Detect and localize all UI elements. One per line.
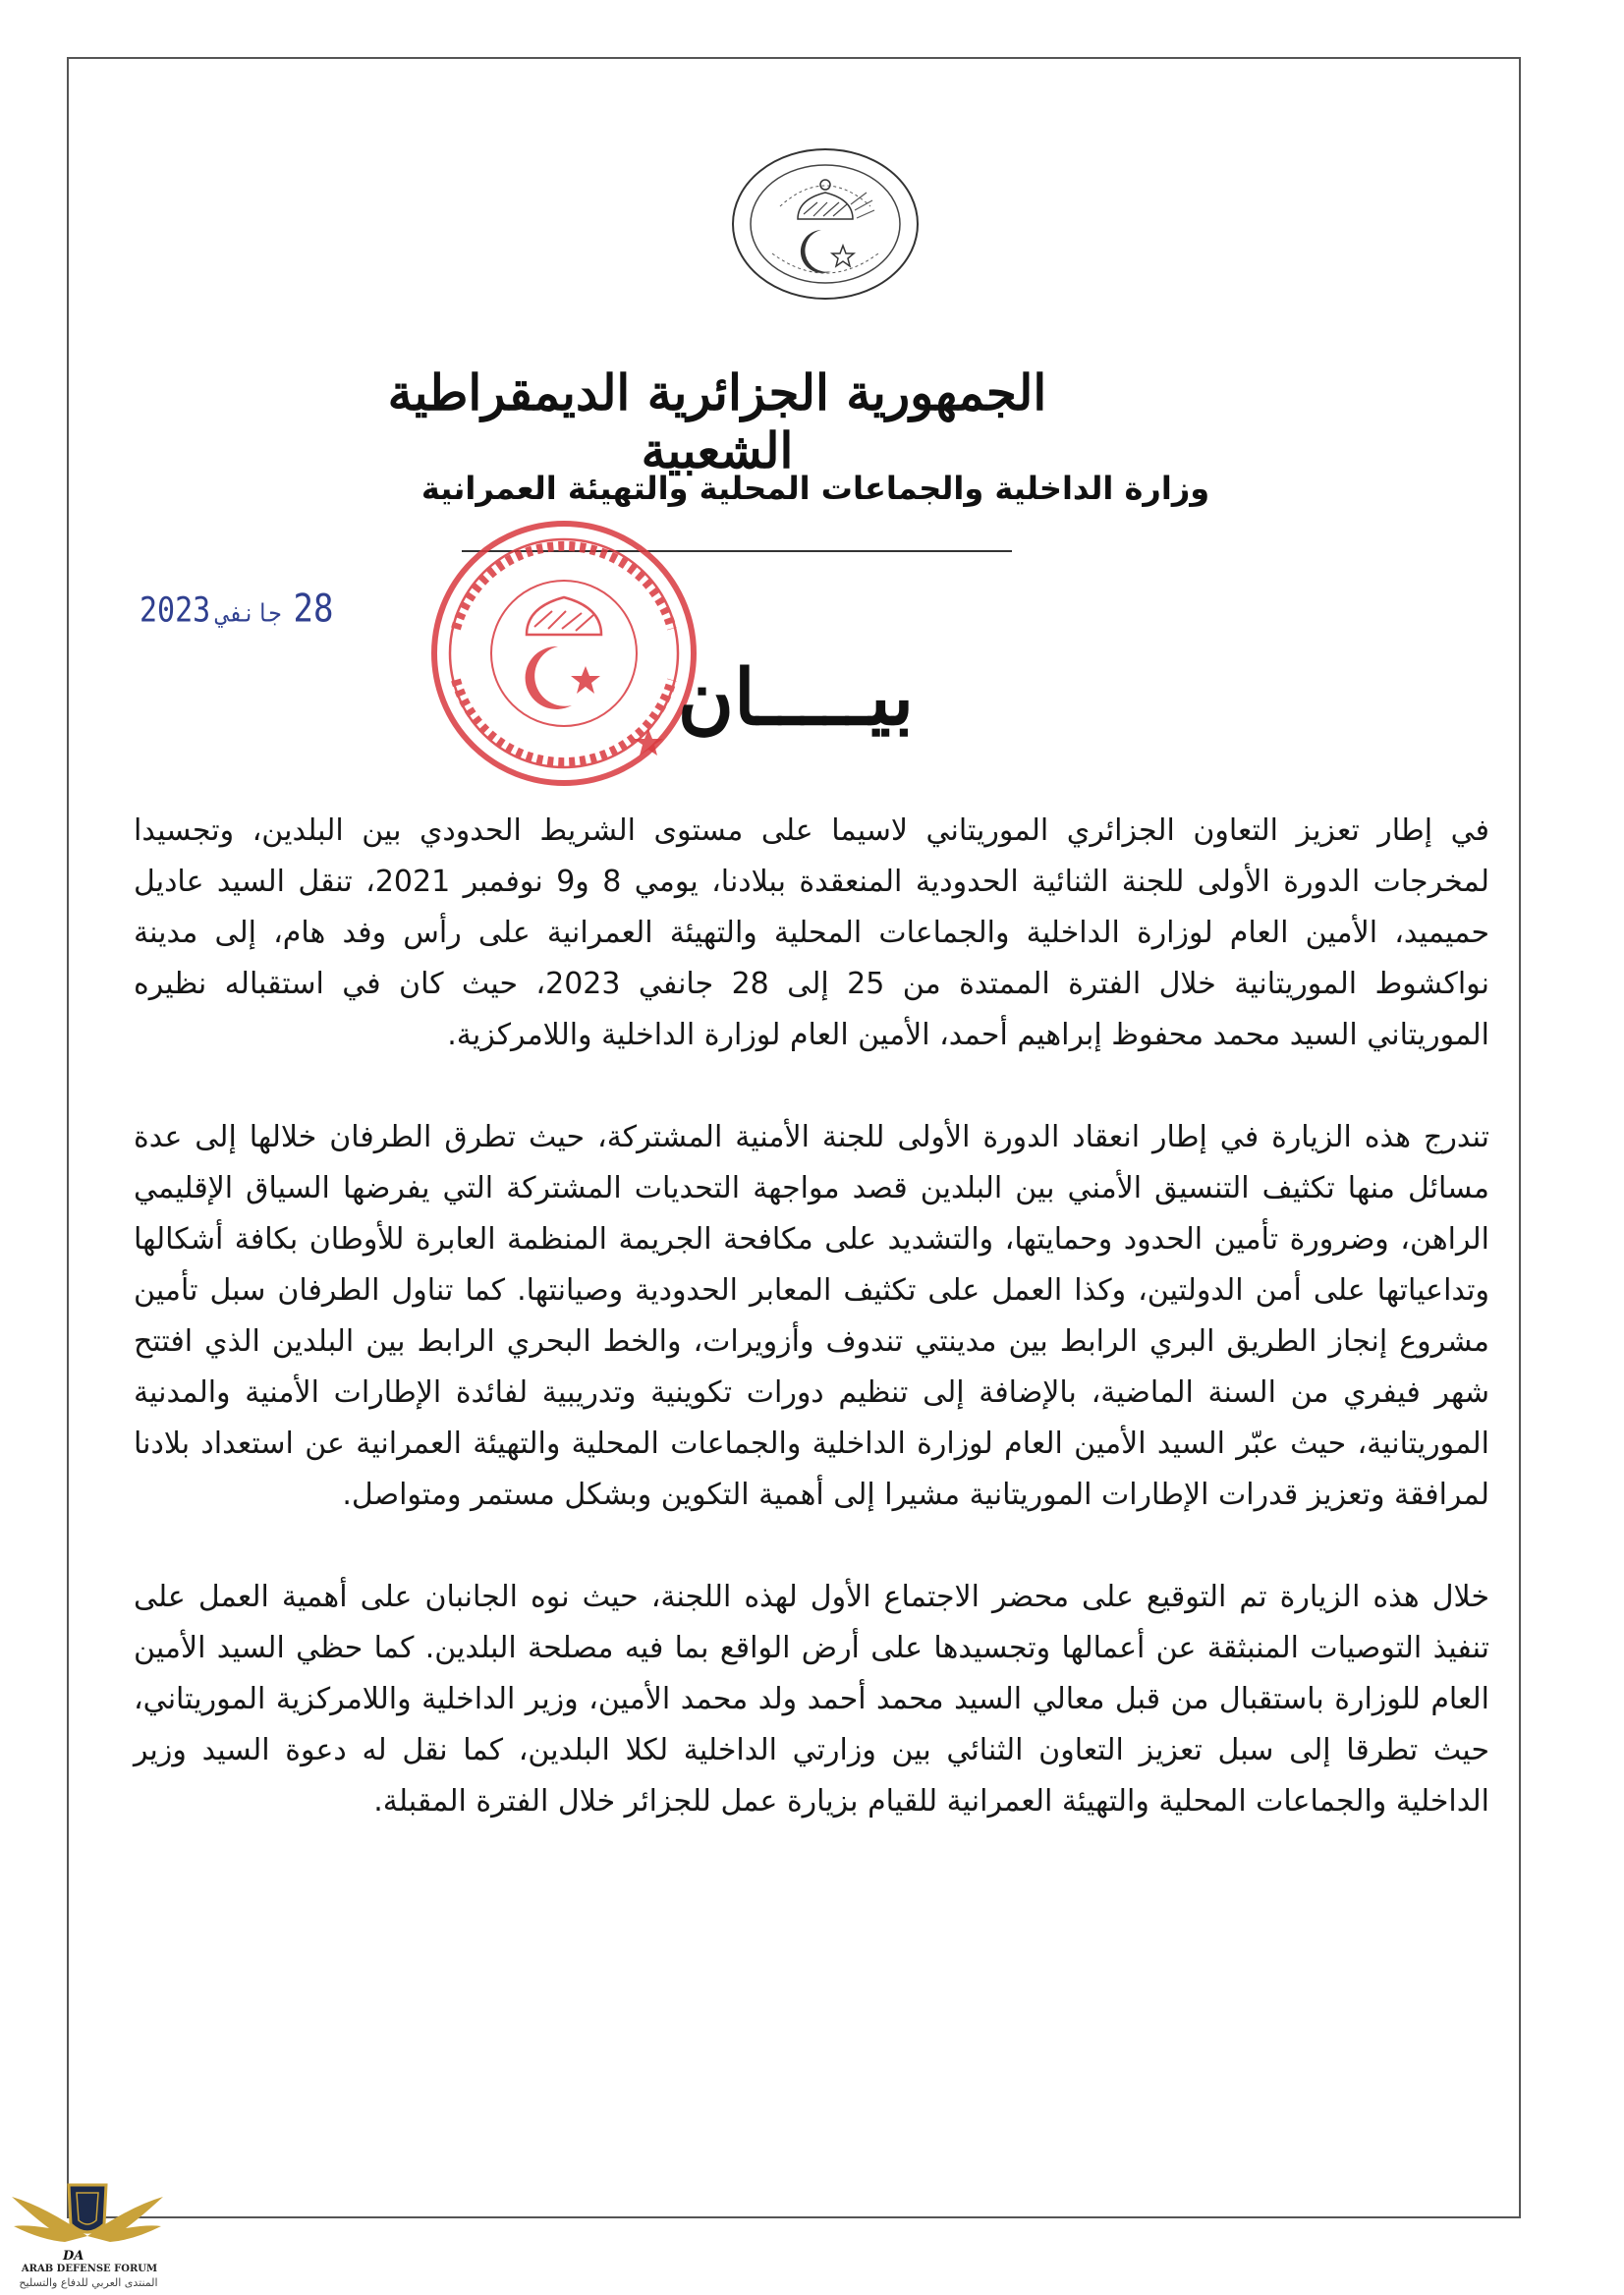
date-month: جانفي (216, 599, 282, 629)
paragraph-3: خلال هذه الزيارة تم التوقيع على محضر الاجتماع الأول لهذه اللجنة، حيث نوه الجانبان على أهمية العمل على تنفيذ التوصيات المنبثقة عن أعمالها وتجسيدها على أرض الواقع بما فيه مصلحة البلدين. كما حظي السيد الأمين العام للوزارة باستقبال من قبل معالي السيد محمد أحمد ولد محمد الأمين، وزير الداخلية واللامركزية الموريتاني، حيث تطرقا إلى سبل تعزيز التعاون الثنائي بين وزارتي الداخلية لكلا البلدين، كما نقل له دعوة السيد وزير الداخلية والجماعات المحلية والتهيئة العمرانية للقيام بزيارة عمل للجزائر خلال الفترة المقبلة. (134, 1580, 1489, 1819)
date-day: 28 (293, 587, 334, 632)
paragraph-1: في إطار تعزيز التعاون الجزائري الموريتاني لاسيما على مستوى الشريط الحدودي بين البلدين، وتجسيدا لمخرجات الدورة الأولى للجنة الثنائية الحدودية المنعقدة ببلادنا، يومي 8 و9 نوفمبر 2021، تنقل السيد عاديل حميميد، الأمين العام لوزارة الداخلية والجماعات المحلية والتهيئة العمرانية على رأس وفد هام، إلى مدينة نواكشوط الموريتانية خلال الفترة الممتدة من 25 إلى 28 جانفي 2023، حيث كان في استقباله نظيره الموريتاني السيد محمد محفوظ إبراهيم أحمد، الأمين العام لوزارة الداخلية واللامركزية. (134, 813, 1490, 1052)
republic-title: الجمهورية الجزائرية الديمقراطية الشعبية (387, 364, 1047, 479)
logo-abbreviation: DA (63, 2249, 84, 2264)
date-year: 2023 (140, 590, 211, 631)
statement-title: بيـــــان (677, 653, 915, 743)
logo-forum-name-arabic: المنتدى العربي للدفاع والتسليح (19, 2276, 158, 2289)
date-stamp (140, 587, 333, 632)
ministry-name: وزارة الداخلية والجماعات المحلية والتهيئة العمرانية (420, 470, 1210, 507)
algeria-emblem-icon (729, 145, 922, 303)
statement-body (134, 806, 1489, 1878)
logo-forum-name: ARAB DEFENSE FORUM (21, 2264, 158, 2274)
paragraph-2: تندرج هذه الزيارة في إطار انعقاد الدورة الأولى للجنة الأمنية المشتركة، حيث تطرق الطرفان خلالها إلى عدة مسائل منها تكثيف التنسيق الأمني بين البلدين قصد مواجهة التحديات المشتركة التي يفرضها السياق الإقليمي الراهن، وضرورة تأمين الحدود وحمايتها، والتشديد على مكافحة الجريمة المنظمة العابرة للأوطان بكافة أشكالها وتداعياتها على أمن الدولتين، وكذا العمل على تكثيف المعابر الحدودية وصيانتها. كما تناول الطرفان سبل تأمين مشروع إنجاز الطريق البري الرابط بين مدينتي تندوف وأزويرات، والخط البحري الرابط بين البلدين الذي افتتح شهر فيفري من السنة الماضية، بالإضافة إلى تنظيم دورات تكوينية وتدريبية لفائدة الإطارات الأمنية والمدنية الموريتانية، حيث عبّر السيد الأمين العام لوزارة الداخلية والجماعات المحلية والتهيئة العمرانية عن استعداد بلادنا لمرافقة وتعزيز قدرات الإطارات الموريتانية مشيرا إلى أهمية التكوين وبشكل مستمر ومتواصل. (134, 1120, 1489, 1512)
